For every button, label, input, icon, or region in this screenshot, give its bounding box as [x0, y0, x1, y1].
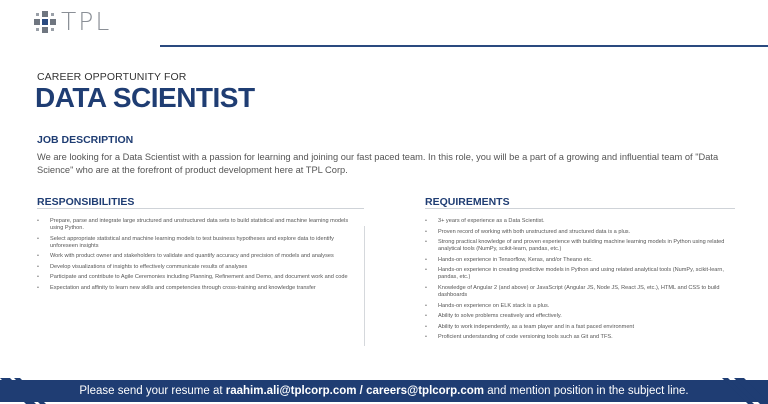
responsibility-item: • Develop visualizations of insights to effectively communicate results of analyses — [37, 264, 349, 271]
responsibilities-divider — [37, 208, 364, 209]
job-description-heading: JOB DESCRIPTION — [37, 134, 134, 146]
requirement-item: • Strong practical knowledge of and proven experience with building machine learning models in Python using related analytical tools (NumPy, scikit-learn, pandas, etc.) — [425, 239, 730, 253]
requirement-item: • Ability to solve problems creatively and effectively. — [425, 313, 730, 320]
responsibilities-list — [37, 218, 349, 296]
job-title: DATA SCIENTIST — [35, 82, 255, 113]
requirement-item: • Proven record of working with both unstructured and structured data is a plus. — [425, 229, 730, 236]
tpl-cross-logo-icon — [34, 11, 56, 33]
footer-banner — [0, 380, 768, 402]
footer-prefix: Please send your resume at — [79, 385, 226, 397]
requirements-divider — [425, 208, 735, 209]
responsibility-item: • Expectation and affinity to learn new skills and competencies through cross-training and knowledge transfer — [37, 285, 349, 292]
requirement-item: • Knowledge of Angular 2 (and above) or JavaScript (Angular JS, Node JS, React JS, etc.), HTML and CSS to build dashboards — [425, 285, 730, 299]
footer-emails[interactable]: raahim.ali@tplcorp.com / careers@tplcorp.com — [225, 385, 485, 397]
job-description-text: We are looking for a Data Scientist with a passion for learning and joining our fast paced team. In this role, you will be a part of a growing and influential team of "Data Science" who are at the forefront of product development here at TPL Corp. — [37, 152, 719, 175]
tpl-logo — [34, 7, 112, 36]
responsibility-item: • Select appropriate statistical and machine learning models to test business hypotheses and explore data to identify unforeseen insights — [37, 236, 349, 250]
footer-text — [0, 380, 768, 402]
requirements-list — [425, 218, 730, 345]
requirement-item: • Hands-on experience in creating predictive models in Python and using related analytical tools (NumPy, scikit-learn, pandas, etc.) — [425, 267, 730, 281]
footer-suffix: and mention position in the subject line. — [484, 385, 689, 397]
logo-text: TPL — [61, 7, 112, 36]
header-rule — [160, 45, 768, 47]
footer-right-stripes — [698, 378, 768, 404]
responsibility-item: • Participate and contribute to Agile Ceremonies including Planning, Refinement and Demo, and document work and code — [37, 274, 349, 281]
header — [0, 0, 768, 48]
requirement-item: • Hands-on experience in Tensorflow, Keras, and/or Theano etc. — [425, 257, 730, 264]
requirement-item: • 3+ years of experience as a Data Scientist. — [425, 218, 730, 225]
requirements-heading: REQUIREMENTS — [425, 196, 510, 208]
column-divider — [364, 226, 365, 346]
requirement-item: • Proficient understanding of code versioning tools such as Git and TFS. — [425, 334, 730, 341]
responsibility-item: • Prepare, parse and integrate large structured and unstructured data sets to build statistical and machine learning models using Python. — [37, 218, 349, 232]
eyebrow-text: CAREER OPPORTUNITY FOR — [37, 71, 187, 83]
responsibility-item: • Work with product owner and stakeholders to validate and quantify accuracy and precision of models and analyses — [37, 253, 349, 260]
requirement-item: • Ability to work independently, as a team player and in a fast paced environment — [425, 324, 730, 331]
responsibilities-heading: RESPONSIBILITIES — [37, 196, 135, 208]
requirement-item: • Hands-on experience on ELK stack is a plus. — [425, 303, 730, 310]
